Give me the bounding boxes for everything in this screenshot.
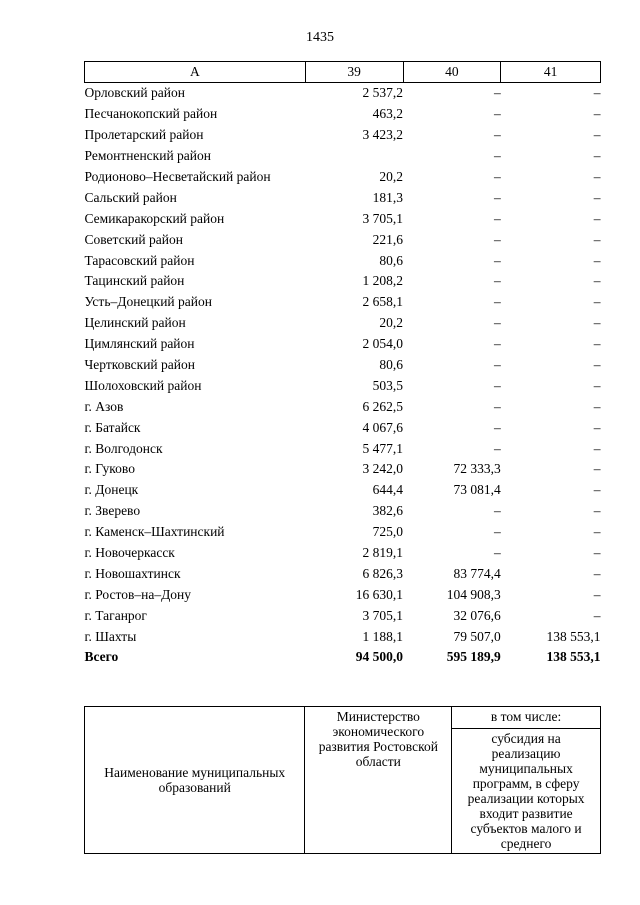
value-col-40: – [493,377,501,393]
page-number: 1435 [306,30,334,45]
table-row [85,292,601,313]
table-row [85,459,601,480]
municipality-name: Чертковский район [84,357,195,373]
table-row [85,522,601,543]
municipality-name: Семикаракорский район [84,210,225,226]
municipality-name: Всего [84,649,119,665]
table-row [85,208,601,229]
value-col-40: – [493,106,501,122]
value-col-40: – [493,169,501,184]
value-col-40: – [493,336,501,352]
municipality-name: Тарасовский район [84,252,195,268]
table-row [85,187,601,208]
value-col-39: 94 500,0 [355,649,403,665]
table-row [85,125,601,146]
value-col-41: – [593,607,601,623]
table-row [85,501,601,522]
table-row [85,480,601,501]
value-col-41: – [593,127,601,143]
column-header: 41 [501,62,601,83]
table-row [85,438,601,459]
table-row [85,313,601,334]
value-col-40: – [493,524,501,540]
value-col-41: – [593,273,601,289]
table-row [85,167,601,188]
continuation-table-header [84,706,601,854]
value-col-41: – [593,357,601,373]
value-col-39: 3 705,1 [362,210,403,226]
value-col-41: – [593,503,601,519]
table-row [85,334,601,355]
table-row [85,83,601,104]
municipality-name: Родионово–Несветайский район [84,169,271,184]
value-col-41: – [593,106,601,122]
municipality-name: г. Батайск [84,419,141,435]
value-col-40: 72 333,3 [453,461,501,477]
value-col-41: – [593,85,601,101]
value-col-41: 138 553,1 [546,649,601,665]
value-col-41: – [593,398,601,414]
value-col-39: 1 188,1 [362,628,403,644]
municipality-name: Ремонтненский район [84,148,211,164]
municipality-name: Тацинский район [84,273,185,289]
municipality-name: г. Азов [84,398,124,414]
value-col-39: 3 705,1 [362,607,403,623]
table-row [85,146,601,167]
value-col-40: 104 908,3 [446,586,501,602]
value-col-41: – [593,148,601,164]
value-col-40: – [493,273,501,289]
value-col-39: 463,2 [372,106,403,122]
value-col-41: – [593,461,601,477]
value-col-40: – [493,294,501,310]
table-row [85,104,601,125]
value-col-40: – [493,503,501,519]
municipality-name: г. Волгодонск [84,440,163,456]
municipality-name: Сальский район [84,189,177,205]
table-row [85,355,601,376]
value-col-40: – [493,357,501,373]
municipality-name: Пролетарский район [84,127,204,143]
value-col-39: 5 477,1 [362,440,403,456]
table-row [85,229,601,250]
value-col-40: – [493,315,501,331]
value-col-41: – [593,482,601,498]
table-row [85,626,601,647]
municipality-name: г. Новошахтинск [84,565,181,581]
municipality-name: г. Таганрог [84,607,147,623]
including-header: в том числе: [452,707,601,729]
municipality-name: Цимлянский район [84,336,195,352]
value-col-40: – [493,189,501,205]
value-col-39: 2 054,0 [362,336,403,352]
value-col-40: 79 507,0 [453,628,501,644]
value-col-40: 83 774,4 [453,565,501,581]
value-col-40: – [493,148,501,164]
value-col-41: – [593,315,601,331]
value-col-40: – [493,419,501,435]
value-col-39: 644,4 [372,482,403,498]
municipality-name: г. Гуково [84,461,135,477]
column-header: 39 [305,62,403,83]
value-col-40: – [493,252,501,268]
municipal-table [84,61,601,668]
value-col-39: 2 819,1 [362,545,403,561]
value-col-41: – [593,294,601,310]
value-col-39: 4 067,6 [362,419,403,435]
table-row [85,584,601,605]
total-row [85,647,601,668]
value-col-39: 503,5 [372,377,403,393]
value-col-41: – [593,565,601,581]
value-col-41: – [593,336,601,352]
value-col-39: 382,6 [372,503,403,519]
value-col-39: 20,2 [379,315,403,331]
value-col-41: – [593,440,601,456]
value-col-39: 6 262,5 [362,398,403,414]
value-col-39: 1 208,2 [362,273,403,289]
value-col-40: – [493,440,501,456]
value-col-39: 2 658,1 [362,294,403,310]
value-col-39: 16 630,1 [355,586,403,602]
municipality-name: Шолоховский район [84,377,202,393]
municipality-name: Усть–Донецкий район [84,294,212,310]
municipality-name: г. Ростов–на–Дону [84,586,192,602]
ministry-header: Министерство экономического развития Ростовской области [305,707,452,854]
column-header: А [85,62,306,83]
value-col-41: – [593,419,601,435]
value-col-41: – [593,377,601,393]
table-row [85,375,601,396]
value-col-40: – [493,210,501,226]
table-row [85,250,601,271]
value-col-40: – [493,85,501,101]
value-col-39: 80,6 [379,357,403,373]
value-col-39: 20,2 [379,169,403,184]
value-col-39: 2 537,2 [362,85,403,101]
municipality-name: г. Новочеркасск [84,545,175,561]
municipality-name: Целинский район [84,315,186,331]
value-col-41: – [593,524,601,540]
municipality-name: г. Каменск–Шахтинский [84,524,225,540]
municipality-name: Советский район [84,231,183,247]
value-col-39: 3 242,0 [362,461,403,477]
table-row [85,563,601,584]
value-col-39: 6 826,3 [362,565,403,581]
table-row [85,543,601,564]
value-col-41: – [593,210,601,226]
value-col-39: 221,6 [372,231,403,247]
value-col-41: – [593,586,601,602]
table-row [85,605,601,626]
value-col-41: – [593,252,601,268]
table-header-row [85,62,601,83]
table-row [85,417,601,438]
value-col-41: – [593,189,601,205]
value-col-40: 73 081,4 [453,482,501,498]
value-col-39: 80,6 [379,252,403,268]
municipality-name: г. Донецк [84,482,139,498]
value-col-39: 725,0 [372,524,403,540]
value-col-41: – [593,231,601,247]
subsidy-header: субсидия на реализацию муниципальных программ, в сферу реализации которых входит развитие субъектов малого и среднего [452,729,601,854]
value-col-39: 181,3 [372,189,403,205]
municipality-name: г. Шахты [84,628,137,644]
value-col-40: – [493,398,501,414]
table-row [85,396,601,417]
value-col-40: 32 076,6 [453,607,501,623]
value-col-41: 138 553,1 [546,628,601,644]
value-col-41: – [593,169,601,184]
value-col-39: 3 423,2 [362,127,403,143]
value-col-40: 595 189,9 [446,649,501,665]
table-row [85,271,601,292]
value-col-40: – [493,545,501,561]
value-col-41: – [593,545,601,561]
municipality-name-header: Наименование муниципальных образований [85,707,305,854]
column-header: 40 [403,62,501,83]
municipality-name: г. Зверево [84,503,141,519]
value-col-40: – [493,127,501,143]
municipality-name: Песчанокопский район [84,106,218,122]
municipality-name: Орловский район [84,85,185,101]
value-col-40: – [493,231,501,247]
value-col-39 [305,146,403,167]
